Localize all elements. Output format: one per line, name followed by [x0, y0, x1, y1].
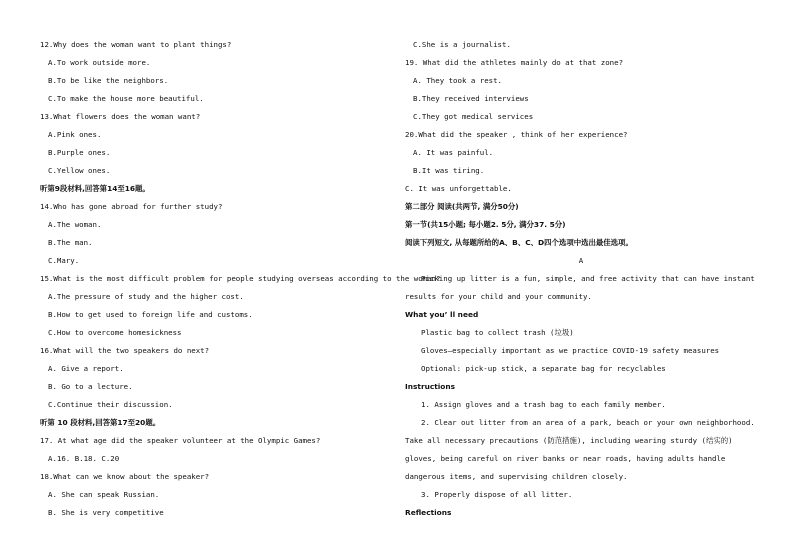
right-option-2: A. They took a rest. [413, 76, 502, 85]
left-option-11: B.The man. [48, 238, 93, 247]
right-heading-11: 阅读下列短文, 从每题所给的A、B、C、D四个选项中选出最佳选项。 [405, 238, 633, 247]
right-question-5: 20.What did the speaker , think of her experience? [405, 130, 628, 139]
right-passage-line-19: 1. Assign gloves and a trash bag to each family member. [421, 400, 666, 409]
right-heading-10: 第一节(共15小题; 每小题2. 5分, 满分37. 5分) [405, 220, 566, 229]
left-heading-21: 听第 10 段材料,回答第17至20题。 [40, 418, 161, 427]
right-passage-line-16: Gloves—especially important as we practice COVID-19 safety measures [421, 346, 720, 355]
right-question-1: 19. What did the athletes mainly do at that zone? [405, 58, 624, 67]
left-question-4: 13.What flowers does the woman want? [40, 112, 201, 121]
right-passage-line-17: Optional: pick-up stick, a separate bag for recyclables [421, 364, 666, 373]
right-passage-label-12: A [578, 256, 584, 265]
left-question-17: 16.What will the two speakers do next? [40, 346, 210, 355]
left-heading-8: 听第9段材料,回答第14至16题。 [40, 184, 150, 193]
right-option-4: C.They got medical services [413, 112, 534, 121]
left-option-16: C.How to overcome homesickness [48, 328, 182, 337]
left-question-13: 15.What is the most difficult problem for people studying overseas according to the woman? [40, 274, 441, 283]
left-option-23: A.16. B.18. C.20 [48, 454, 120, 463]
left-option-2: B.To be like the neighbors. [48, 76, 169, 85]
right-option-3: B.They received interviews [413, 94, 529, 103]
right-passage-paragraph-13: Picking up litter is a fun, simple, and free activity that can have instant results for your child and your community. [405, 274, 755, 301]
left-question-22: 17. At what age did the speaker volunteer at the Olympic Games? [40, 436, 321, 445]
right-question-8: C. It was unforgettable. [405, 184, 512, 193]
left-option-12: C.Mary. [48, 256, 80, 265]
left-option-1: A.To work outside more. [48, 58, 151, 67]
left-option-3: C.To make the house more beautiful. [48, 94, 204, 103]
left-option-18: A. Give a report. [48, 364, 124, 373]
left-question-24: 18.What can we know about the speaker? [40, 472, 210, 481]
right-heading-18: Instructions [405, 382, 456, 391]
left-option-14: A.The pressure of study and the higher cost. [48, 292, 244, 301]
right-column [405, 36, 757, 522]
right-passage-line-15: Plastic bag to collect trash (垃圾) [421, 328, 574, 337]
left-option-6: B.Purple ones. [48, 148, 111, 157]
right-heading-14: What you’ ll need [405, 310, 479, 319]
left-option-25: A. She can speak Russian. [48, 490, 160, 499]
left-option-19: B. Go to a lecture. [48, 382, 133, 391]
right-passage-line-21: 3. Properly dispose of all litter. [421, 490, 573, 499]
left-question-9: 14.Who has gone abroad for further study? [40, 202, 223, 211]
right-option-0: C.She is a journalist. [413, 40, 511, 49]
right-heading-9: 第二部分 阅读(共两节, 满分50分) [405, 202, 519, 211]
right-option-7: B.It was tiring. [413, 166, 485, 175]
right-passage-paragraph-20: 2. Clear out litter from an area of a park, beach or your own neighborhood. Take all necessary precautions (防范措施), including wearing sturdy (结实的) gloves, being careful on river banks or near roads, having adults handle dangerous items, and supervising children closely. [405, 418, 755, 481]
left-option-26: B. She is very competitive [48, 508, 164, 517]
right-option-6: A. It was painful. [413, 148, 494, 157]
right-heading-22: Reflections [405, 508, 452, 517]
left-option-15: B.How to get used to foreign life and customs. [48, 310, 253, 319]
left-option-7: C.Yellow ones. [48, 166, 111, 175]
left-question-0: 12.Why does the woman want to plant things? [40, 40, 232, 49]
left-option-10: A.The woman. [48, 220, 102, 229]
left-option-20: C.Continue their discussion. [48, 400, 173, 409]
left-option-5: A.Pink ones. [48, 130, 102, 139]
